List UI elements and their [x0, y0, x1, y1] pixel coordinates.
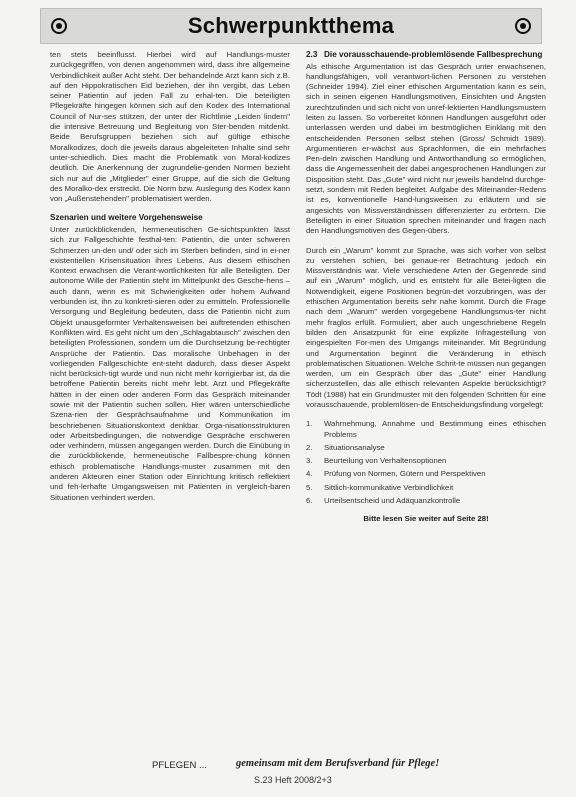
footer-brand: PFLEGEN ... [152, 760, 207, 771]
right-column [306, 50, 546, 525]
list-item: 5. Sittlich-kommunikative Verbindlichkeit [306, 482, 454, 492]
footer-slogan: gemeinsam mit dem Berufsverband für Pflege! [236, 758, 440, 769]
list-item: 2. Situationsanalyse [306, 442, 385, 452]
list-item: 4. Prüfung von Normen, Gütern und Perspektiven [306, 469, 486, 479]
section-number: 2.3 [306, 50, 318, 59]
section-heading [306, 50, 546, 61]
paragraph: Als ethische Argumentation ist das Gespräch unter erwachsenen, handlungsfähigen, voll verantwort-lichen Personen zu verstehen (Schneider 1994). Ziel einer ethischen Argumentation kann es sein, sich in seinen eigenen Handlungsmotiven, Einsichten und Ängsten zurechtzufinden und sich nicht von unref-lektierten Handlungsmustern leiten zu lassen. So vorbereitet können Handlungen ausgeführt oder unterlassen werden und dabei im bestmöglichen Einklang mit den entscheidenden Personen selbst stehen (Gross/ Schmidt 1989). Argumentieren er-wächst aus Sprachformen, die ein mehrfaches Pen-deln zwischen Handlung und Antworthandlung so ermöglichen, dass die Angemessenheit der dabei angesprochenen Handlungen zur Disposition steht. Das „Gute" wird nicht nur jeweils handelnd durchge-setzt, sondern mit Reden begleitet. Aufgabe des Miteinander-Redens ist es, konventionelle Hand-lungsweisen zu erläutern und sie angesichts von Missverständnissen differenzierter zu erörtern. Die Beteiligten in einer Situation sprechen miteinander und fragen nach den Handlungsmotiven des Gegen-übers. [306, 61, 546, 236]
list-item: 3. Beurteilung von Verhaltensoptionen [306, 456, 447, 466]
page-number: S.23 Heft 2008/2+3 [254, 775, 332, 785]
page-footer [0, 760, 576, 790]
list-item: 6. Urteilsentscheid und Adäquanzkontrolle [306, 496, 461, 506]
continue-note: Bitte lesen Sie weiter auf Seite 28! [363, 514, 489, 524]
section-title: Die vorausschauende-problemlösende Fallbesprechung [324, 50, 543, 59]
list-item: 1. Wahrnehmung, Annahme und Bestimmung eines ethischen Problems [306, 419, 546, 439]
page-title: Schwerpunktthema [187, 13, 395, 38]
subheading: Szenarien und weitere Vorgehensweise [50, 213, 203, 223]
target-icon [51, 18, 67, 34]
target-icon [515, 18, 531, 34]
left-column [50, 50, 290, 512]
paragraph: Durch ein „Warum" kommt zur Sprache, was sich vorher von selbst zu verstehen schien, bei genaue-rer Betrachtung jedoch ein Missverständnis war. Viele verschiedene Arten der Gegenrede sind auf ein „Warum" möglich, und es entsteht für alle Betei-ligten die Notwendigkeit, eigene Positionen begrün-det vorzubringen, was der ethischen Argumentation bereits sehr nahe kommt. Durch die Frage nach dem „Warum" werden vorgegebene Handlungsmus-ter nicht mehr fraglos erfüllt. Formuliert, aber auch ungeschriebene Regeln bilden den Ansatzpunkt für eine explizite Infragestellung von eingespielten For-men des Umgangs miteinander. Mit Begründung und Argumentation beginnt die Veränderung in ethisch problematischen Situationen. Welche Schrit-te müssen nun gegangen werden, um ein Gespräch über das „Gute" einer Handlung sicherzustellen, das alle ethisch relevanten Aspekte berücksichtigt? Tödt (1988) hat ein Grundmuster mit den folgenden Schritten für eine vorausschauende, problemlösen-de Entscheidungsfindung vorgelegt: [306, 245, 546, 409]
steps-list [306, 419, 546, 506]
paragraph: Unter zurückblickenden, hermeneutischen Ge-sichtspunkten lässt sich zur Fallgeschichte festhal-ten: Patientin, die unter schweren Schmerzen un-den und/ oder sich im Sterben befinden, sind in ei-ner existentiellen Krisensituation ihres Lebens. Aus diesem ethischen Kontext erwachsen die Verant-wortlichkeiten für alle Beteiligten. Der autonome Wille der Patientin steht im Mittelpunkt des Gesche-hens – auch dann, wenn es mit Schwierigkeiten oder hohem Aufwand verbunden ist, ihn zu konkreti-sieren oder zu ermitteln. Professionelle Versorgung und Begleitung bedeuten, dass die Patientin nicht zum Objekt unausgeformter Verhaltensweisen bei auftretenden ethischen Konflikten wird. Es geht nicht um den „Schlagabtausch" zwischen den beteiligten Professionen, sondern um die Durchsetzung be-rechtigter Ansprüche der Patientin. Das moralische Unbehagen in der vorliegenden Fallgeschichte ent-steht dadurch, dass dieser Aspekt nicht berücksich-tigt wurde und nun nicht mehr korrigierbar ist, da die betroffene Patientin bereits nicht mehr lebt. Arzt und Pflegekräfte hätten in der einen oder anderen Form das Gespräch miteinander sowie mit der Patientin suchen sollen. Hier wären unterschiedliche Szena-rien der Gesprächsaufnahme und Kommunikation im beschriebenen Situationskontext denkbar. Orga-nisationsstrukturen oder Arbeitsbedingungen, die notwendige Gespräche erschweren oder verhindern, müssen angegangen werden. Durch die Einübung in die zurückblickende, hermeneutische Fallbespre-chung können ethisch problematische Handlungs-muster zusammen mit den anderen Akteuren einer Station oder Einrichtung kritisch reflektiert und feh-lerhafte Umgangsweisen mit Patienten in vergleich-baren Situationen verhindert werden. [50, 224, 290, 502]
paragraph: ten stets beeinflusst. Hierbei wird auf Handlungs-muster zurückgegriffen, von denen angenommen wird, dass ihre allgemeine Verbindlichkeit außer Acht steht. Der behandelnde Arzt kann sich z.B. auf den Hippokratischen Eid beziehen, der ihn vergibt, das Leben seiner Patientin auf jeden Fall zu erhal-ten. Die beteiligten Pflegekräfte hingegen können sich auf den Kodex des International Council of Nur-ses stützen, der unter der Richtlinie „Leiden lindern" die intensive Betreuung und Begleitung von Ster-benden mitdenkt. Beide Berufsgruppen beziehen sich auf gültige ethische Moralkodizes, doch die jeweils daraus abgeleiteten Inhalte sind sehr unter-schiedlich. Dies macht die Problematik von Moral-kodizes deutlich. Die Anerkennung der zugrundelie-genden Normen bezieht sich nur auf die „Mitglieder" einer Gruppe, auf die sich die Geltung des Moralko-dex erstreckt. Die Norm bzw. Auslegung des Kodex kann von „Außenstehenden" problematisiert werden. [50, 50, 290, 204]
section-header [40, 8, 542, 44]
